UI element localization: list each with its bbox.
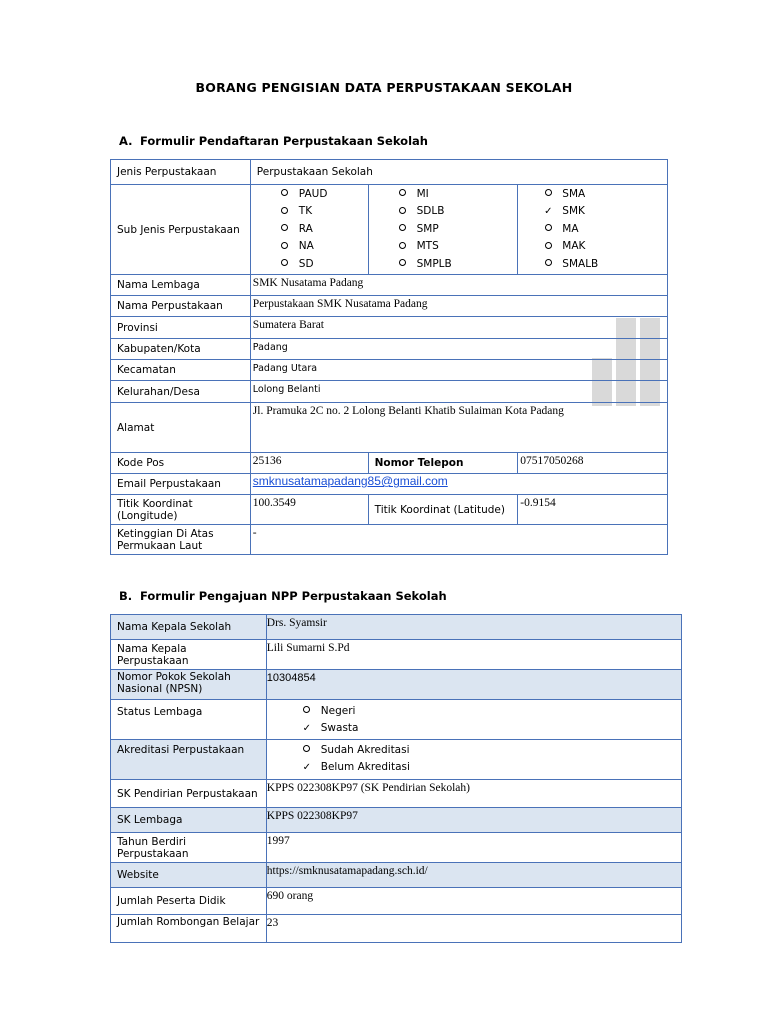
option-paud[interactable]: PAUD (271, 185, 368, 203)
akreditasi-label: Akreditasi Perpustakaan (111, 740, 267, 780)
row-peserta (111, 888, 682, 915)
kode-pos-label: Kode Pos (111, 453, 251, 474)
kepala-perpus-value[interactable]: Lili Sumarni S.Pd (266, 640, 681, 670)
option-smplb[interactable]: SMPLB (389, 255, 518, 273)
option-smk[interactable]: ✓ SMK (534, 203, 667, 221)
option-mts[interactable]: MTS (389, 238, 518, 256)
sub-jenis-col1 (250, 185, 368, 275)
row-ketinggian (111, 525, 668, 555)
provinsi-label: Provinsi (111, 317, 251, 339)
ketinggian-value[interactable]: - (250, 525, 667, 555)
radio-icon (534, 223, 562, 234)
telepon-label: Nomor Telepon (368, 453, 518, 474)
email-link[interactable]: smknusatamapadang85@gmail.com (252, 474, 448, 488)
row-kelurahan (111, 381, 668, 403)
kepala-sekolah-value[interactable]: Drs. Syamsir (266, 615, 681, 640)
row-nama-lembaga (111, 275, 668, 296)
nama-lembaga-label: Nama Lembaga (111, 275, 251, 296)
kecamatan-label: Kecamatan (111, 360, 251, 381)
option-na[interactable]: NA (271, 238, 368, 256)
option-mi[interactable]: MI (389, 185, 518, 203)
longitude-value[interactable]: 100.3549 (250, 495, 368, 525)
row-provinsi (111, 317, 668, 339)
option-mak[interactable]: MAK (534, 238, 667, 256)
kelurahan-value[interactable]: Lolong Belanti (250, 381, 667, 403)
kabupaten-value[interactable]: Padang (250, 339, 667, 360)
sk-lembaga-value[interactable]: KPPS 022308KP97 (266, 808, 681, 833)
radio-icon (271, 223, 299, 234)
kode-pos-value[interactable]: 25136 (250, 453, 368, 474)
telepon-value[interactable]: 07517050268 (518, 453, 668, 474)
row-koordinat (111, 495, 668, 525)
radio-icon (534, 241, 562, 252)
option-smp[interactable]: SMP (389, 220, 518, 238)
row-alamat (111, 403, 668, 453)
website-label: Website (111, 863, 267, 888)
row-kepala-perpus (111, 640, 682, 670)
alamat-value[interactable]: Jl. Pramuka 2C no. 2 Lolong Belanti Khatib Sulaiman Kota Padang (250, 403, 667, 453)
longitude-label: Titik Koordinat (Longitude) (111, 495, 251, 525)
row-status (111, 700, 682, 740)
option-swasta[interactable]: ✓ Swasta (293, 720, 681, 738)
nama-perpustakaan-label: Nama Perpustakaan (111, 296, 251, 317)
row-kabupaten (111, 339, 668, 360)
row-jenis (111, 160, 668, 185)
section-a-heading: Formulir Pendaftaran Perpustakaan Sekolah (140, 134, 428, 148)
check-icon: ✓ (544, 205, 553, 217)
section-a-table (110, 159, 668, 555)
page-title: BORANG PENGISIAN DATA PERPUSTAKAAN SEKOLAH (195, 80, 573, 95)
npsn-label: Nomor Pokok Sekolah Nasional (NPSN) (111, 670, 267, 700)
option-sma[interactable]: SMA (534, 185, 667, 203)
row-sk-lembaga (111, 808, 682, 833)
radio-icon (389, 188, 417, 199)
radio-icon (389, 223, 417, 234)
peserta-value[interactable]: 690 orang (266, 888, 681, 915)
sub-jenis-col2 (368, 185, 518, 275)
tahun-label: Tahun Berdiri Perpustakaan (111, 833, 267, 863)
sk-pendirian-value[interactable]: KPPS 022308KP97 (SK Pendirian Sekolah) (266, 780, 681, 808)
radio-icon (271, 188, 299, 199)
latitude-label: Titik Koordinat (Latitude) (368, 495, 518, 525)
nama-lembaga-value[interactable]: SMK Nusatama Padang (250, 275, 667, 296)
provinsi-value[interactable]: Sumatera Barat (250, 317, 667, 339)
row-sk-pendirian (111, 780, 682, 808)
website-value[interactable]: https://smknusatamapadang.sch.id/ (266, 863, 681, 888)
latitude-value[interactable]: -0.9154 (518, 495, 668, 525)
radio-icon (389, 241, 417, 252)
sub-jenis-label: Sub Jenis Perpustakaan (111, 185, 251, 275)
option-tk[interactable]: TK (271, 203, 368, 221)
jenis-label: Jenis Perpustakaan (111, 160, 251, 185)
radio-icon (271, 258, 299, 269)
option-sudah-akreditasi[interactable]: Sudah Akreditasi (293, 741, 681, 759)
sub-jenis-col3 (518, 185, 668, 275)
row-akreditasi (111, 740, 682, 780)
radio-icon (389, 258, 417, 269)
row-sub-jenis (111, 185, 668, 275)
status-options (266, 700, 681, 740)
section-b-heading: Formulir Pengajuan NPP Perpustakaan Sekolah (140, 589, 447, 603)
option-sd[interactable]: SD (271, 255, 368, 273)
row-kepala-sekolah (111, 615, 682, 640)
row-tahun (111, 833, 682, 863)
option-ra[interactable]: RA (271, 220, 368, 238)
check-icon: ✓ (302, 761, 311, 773)
row-nama-perpustakaan (111, 296, 668, 317)
option-ma[interactable]: MA (534, 220, 667, 238)
status-label: Status Lembaga (111, 700, 267, 740)
radio-icon (271, 241, 299, 252)
option-belum-akreditasi[interactable]: ✓ Belum Akreditasi (293, 759, 681, 777)
radio-icon (293, 744, 321, 755)
check-icon: ✓ (302, 722, 311, 734)
rombel-value[interactable]: 23 (266, 915, 681, 943)
section-a-letter: A. (119, 134, 133, 148)
row-email (111, 474, 668, 495)
radio-icon (534, 188, 562, 199)
akreditasi-options (266, 740, 681, 780)
option-negeri[interactable]: Negeri (293, 702, 681, 720)
email-label: Email Perpustakaan (111, 474, 251, 495)
kecamatan-value[interactable]: Padang Utara (250, 360, 667, 381)
kepala-perpus-label: Nama Kepala Perpustakaan (111, 640, 267, 670)
radio-icon (271, 206, 299, 217)
radio-icon (293, 705, 321, 716)
radio-icon (534, 258, 562, 269)
section-b-letter: B. (119, 589, 133, 603)
kelurahan-label: Kelurahan/Desa (111, 381, 251, 403)
row-website (111, 863, 682, 888)
section-b-table (110, 614, 682, 943)
option-sdlb[interactable]: SDLB (389, 203, 518, 221)
peserta-label: Jumlah Peserta Didik (111, 888, 267, 915)
row-npsn (111, 670, 682, 700)
jenis-value: Perpustakaan Sekolah (250, 160, 667, 185)
kabupaten-label: Kabupaten/Kota (111, 339, 251, 360)
rombel-label: Jumlah Rombongan Belajar (111, 915, 267, 943)
row-kode-pos (111, 453, 668, 474)
row-kecamatan (111, 360, 668, 381)
option-smalb[interactable]: SMALB (534, 255, 667, 273)
ketinggian-label: Ketinggian Di Atas Permukaan Laut (111, 525, 251, 555)
tahun-value[interactable]: 1997 (266, 833, 681, 863)
npsn-value[interactable]: 10304854 (266, 670, 681, 700)
row-rombel (111, 915, 682, 943)
sk-lembaga-label: SK Lembaga (111, 808, 267, 833)
nama-perpustakaan-value[interactable]: Perpustakaan SMK Nusatama Padang (250, 296, 667, 317)
alamat-label: Alamat (111, 403, 251, 453)
sk-pendirian-label: SK Pendirian Perpustakaan (111, 780, 267, 808)
radio-icon (389, 206, 417, 217)
kepala-sekolah-label: Nama Kepala Sekolah (111, 615, 267, 640)
